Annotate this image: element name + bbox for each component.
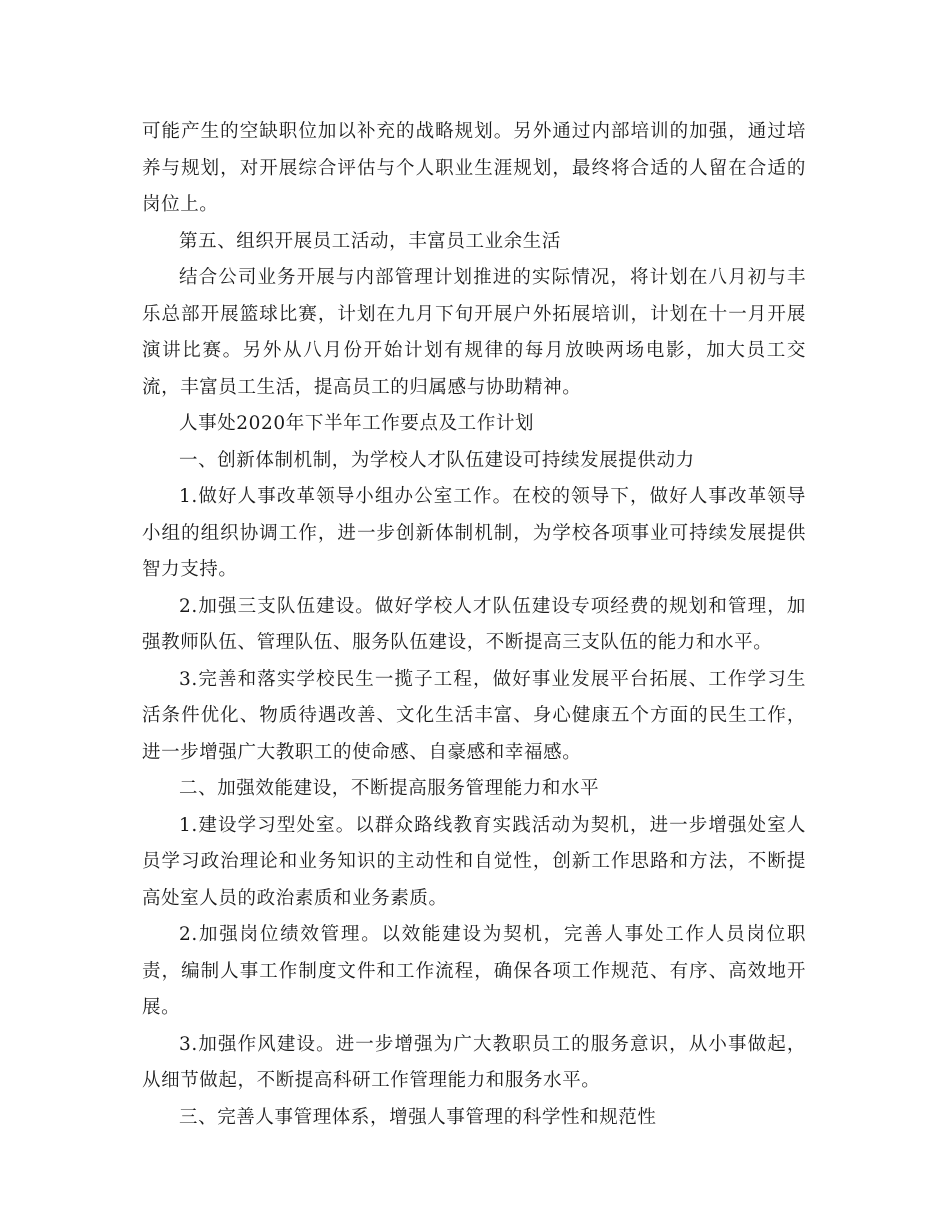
paragraph-continuation: 可能产生的空缺职位加以补充的战略规划。另外通过内部培训的加强，通过培养与规划，对开展综合评估与个人职业生涯规划，最终将合适的人留在合适的岗位上。 bbox=[142, 121, 806, 215]
paragraph-item-2-3: 3.加强作风建设。进一步增强为广大教职员工的服务意识，从小事做起，从细节做起，不断提高科研工作管理能力和服务水平。 bbox=[142, 1033, 806, 1091]
paragraph-item-2-1: 1.建设学习型处室。以群众路线教育实践活动为契机，进一步增强处室人员学习政治理论和业务知识的主动性和自觉性，创新工作思路和方法，不断提高处室人员的政治素质和业务素质。 bbox=[142, 814, 806, 909]
paragraph-item-1-1: 1.做好人事改革领导小组办公室工作。在校的领导下，做好人事改革领导小组的组织协调工作，进一步创新体制机制，为学校各项事业可持续发展提供智力支持。 bbox=[142, 486, 806, 580]
paragraph-activities: 结合公司业务开展与内部管理计划推进的实际情况，将计划在八月初与丰乐总部开展篮球比赛，计划在九月下旬开展户外拓展培训，计划在十一月开展演讲比赛。另外从八月份开始计划有规律的每月放映两场电影，加大员工交流，丰富员工生活，提高员工的归属感与协助精神。 bbox=[142, 267, 806, 398]
section-heading-three: 三、完善人事管理体系，增强人事管理的科学性和规范性 bbox=[179, 1106, 657, 1128]
paragraph-item-1-3: 3.完善和落实学校民生一揽子工程，做好事业发展平台拓展、工作学习生活条件优化、物质待遇改善、文化生活丰富、身心健康五个方面的民生工作，进一步增强广大教职工的使命感、自豪感和幸福感。 bbox=[142, 668, 806, 763]
document-subtitle: 人事处2020年下半年工作要点及工作计划 bbox=[179, 413, 535, 434]
document-body bbox=[142, 114, 806, 1136]
paragraph-item-1-2: 2.加强三支队伍建设。做好学校人才队伍建设专项经费的规划和管理，加强教师队伍、管理队伍、服务队伍建设，不断提高三支队伍的能力和水平。 bbox=[142, 595, 806, 653]
paragraph-item-2-2: 2.加强岗位绩效管理。以效能建设为契机，完善人事处工作人员岗位职责，编制人事工作制度文件和工作流程，确保各项工作规范、有序、高效地开展。 bbox=[142, 924, 806, 1018]
section-heading-one: 一、创新体制机制，为学校人才队伍建设可持续发展提供动力 bbox=[179, 449, 695, 471]
section-heading-two: 二、加强效能建设，不断提高服务管理能力和水平 bbox=[179, 778, 600, 799]
section-heading-five: 第五、组织开展员工活动，丰富员工业余生活 bbox=[179, 230, 562, 252]
